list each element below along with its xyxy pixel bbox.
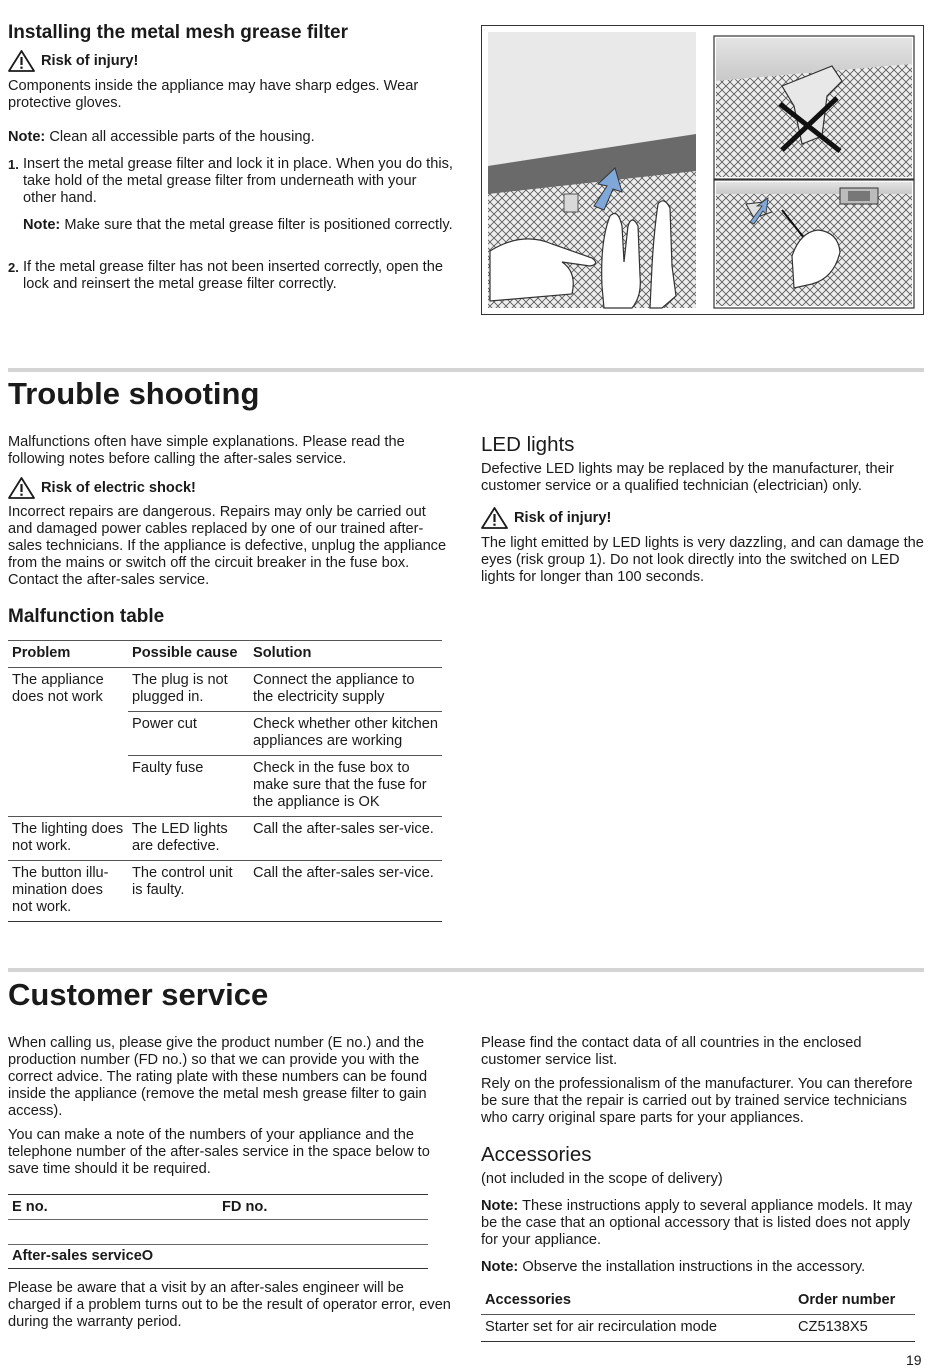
led-warning xyxy=(481,507,611,529)
record-row-numbers xyxy=(8,1195,428,1220)
malfunction-table xyxy=(8,640,442,922)
page-number: 19 xyxy=(906,1352,922,1368)
step-text: Insert the metal grease filter and lock it in place. When you do this, take hold of the metal grease filter from underneath with your other hand. xyxy=(23,156,453,206)
step-note xyxy=(23,217,453,234)
service-right-paragraph-1: Please find the contact data of all countries in the enclosed customer service list. xyxy=(481,1035,862,1068)
filter-illustration-drawing xyxy=(482,26,922,313)
order-number-cell: CZ5138X5 xyxy=(798,1319,868,1335)
trouble-title: Trouble shooting xyxy=(8,376,260,411)
table-row xyxy=(481,1315,915,1342)
solution-cell: Connect the appliance to the electricity supply xyxy=(249,668,442,712)
accessories-title: Accessories xyxy=(481,1143,592,1166)
problem-cell xyxy=(8,712,128,756)
table-row xyxy=(8,756,442,817)
step-number: 1. xyxy=(8,157,19,172)
fd-no-label: FD no. xyxy=(222,1199,268,1215)
header-accessories: Accessories xyxy=(485,1292,572,1308)
install-warning-label: Risk of injury! xyxy=(41,52,139,69)
led-title: LED lights xyxy=(481,433,575,456)
table-header-row xyxy=(8,641,442,668)
accessories-note-1 xyxy=(481,1198,924,1249)
malfunction-table-title: Malfunction table xyxy=(8,606,165,627)
install-step-1 xyxy=(8,156,453,234)
filter-installation-illustration xyxy=(481,25,924,315)
accessory-name-cell: Starter set for air recirculation mode xyxy=(485,1319,717,1335)
step-number: 2. xyxy=(8,260,19,275)
cause-cell: The plug is not plugged in. xyxy=(128,668,249,712)
table-row xyxy=(8,668,442,712)
record-row-after-sales xyxy=(8,1245,428,1269)
cause-cell: Power cut xyxy=(128,712,249,756)
solution-cell: Check in the fuse box to make sure that the fuse for the appliance is OK xyxy=(253,760,427,810)
service-title: Customer service xyxy=(8,977,269,1012)
step-note-text: Make sure that the metal grease filter is positioned correctly. xyxy=(64,217,453,233)
service-paragraph-2: You can make a note of the numbers of your appliance and the telephone number of the after-sales service in the space below to save time should it be required. xyxy=(8,1127,430,1177)
install-note-text: Clean all accessible parts of the housing. xyxy=(49,129,315,145)
e-no-label: E no. xyxy=(12,1199,48,1215)
table-row xyxy=(8,712,442,756)
trouble-warning-text: Incorrect repairs are dangerous. Repairs may only be carried out and damaged power cables replaced by one of our trained after-sales technicians. If the appliance is defective, unplug the appliance from the mains or switch off the circuit breaker in the fuse box. Contact the after-sales service. xyxy=(8,504,447,588)
step-note-label: Note: xyxy=(23,217,61,233)
service-paragraph-3: Please be aware that a visit by an after-sales engineer will be charged if a problem turns out to be the result of operator error, even during the warranty period. xyxy=(8,1280,451,1330)
install-warning xyxy=(8,50,138,72)
header-cause: Possible cause xyxy=(132,645,238,661)
led-warning-label: Risk of injury! xyxy=(514,509,612,526)
problem-cell: The appliance does not work xyxy=(12,672,104,705)
table-header-row xyxy=(481,1288,915,1315)
warning-triangle-icon xyxy=(8,50,35,72)
record-form xyxy=(8,1194,428,1269)
install-title: Installing the metal mesh grease filter xyxy=(8,22,348,43)
accessories-note-2 xyxy=(481,1259,924,1276)
cause-cell: Faulty fuse xyxy=(132,760,204,776)
cause-cell: The LED lights are defective. xyxy=(132,821,228,854)
table-row xyxy=(8,817,442,861)
install-note xyxy=(8,129,453,146)
note-label: Note: xyxy=(481,1259,519,1275)
trouble-intro: Malfunctions often have simple explanations. Please read the following notes before calling the after-sales service. xyxy=(8,434,405,467)
trouble-warning xyxy=(8,477,196,499)
header-solution: Solution xyxy=(253,645,312,661)
warning-triangle-icon xyxy=(8,477,35,499)
note-label: Note: xyxy=(481,1198,519,1214)
table-row xyxy=(8,861,442,922)
accessories-table xyxy=(481,1288,915,1342)
problem-cell: The button illu-mination does not work. xyxy=(12,865,109,915)
led-text: Defective LED lights may be replaced by the manufacturer, their customer service or a qualified technician (electrician) only. xyxy=(481,461,894,494)
service-paragraph-1: When calling us, please give the product number (E no.) and the production number (FD no.) so that we can provide you with the correct advice. The rating plate with these numbers can be found inside the appliance (remove the metal mesh grease filter to gain access). xyxy=(8,1035,428,1119)
led-warning-text: The light emitted by LED lights is very dazzling, and can damage the eyes (risk group 1). Do not look directly into the switched on LED lights for longer than 100 seconds. xyxy=(481,535,924,585)
solution-cell: Call the after-sales ser-vice. xyxy=(253,821,434,837)
section-divider xyxy=(8,368,924,372)
record-blank-line xyxy=(8,1220,428,1245)
install-step-2 xyxy=(8,259,453,293)
after-sales-label: After-sales serviceO xyxy=(12,1248,154,1264)
step-text: If the metal grease filter has not been inserted correctly, open the lock and reinsert the metal grease filter correctly. xyxy=(23,259,443,292)
service-right-paragraph-2: Rely on the professionalism of the manufacturer. You can therefore be sure that the repair is carried out by trained service technicians who carry original spare parts for your appliances. xyxy=(481,1076,913,1126)
solution-cell: Check whether other kitchen appliances are working xyxy=(249,712,442,756)
install-warning-text: Components inside the appliance may have sharp edges. Wear protective gloves. xyxy=(8,78,419,111)
note-text: These instructions apply to several appliance models. It may be the case that an optional accessory that is listed does not apply for your appliance. xyxy=(481,1198,913,1248)
section-divider xyxy=(8,968,924,972)
accessories-subtitle: (not included in the scope of delivery) xyxy=(481,1171,723,1187)
trouble-warning-label: Risk of electric shock! xyxy=(41,479,196,496)
header-order-number: Order number xyxy=(798,1292,896,1308)
cause-cell: The control unit is faulty. xyxy=(132,865,233,898)
solution-cell: Call the after-sales ser-vice. xyxy=(253,865,434,881)
problem-cell: The lighting does not work. xyxy=(12,821,124,854)
note-text: Observe the installation instructions in the accessory. xyxy=(522,1259,866,1275)
install-note-label: Note: xyxy=(8,129,46,145)
header-problem: Problem xyxy=(12,645,71,661)
warning-triangle-icon xyxy=(481,507,508,529)
problem-cell xyxy=(8,756,128,817)
